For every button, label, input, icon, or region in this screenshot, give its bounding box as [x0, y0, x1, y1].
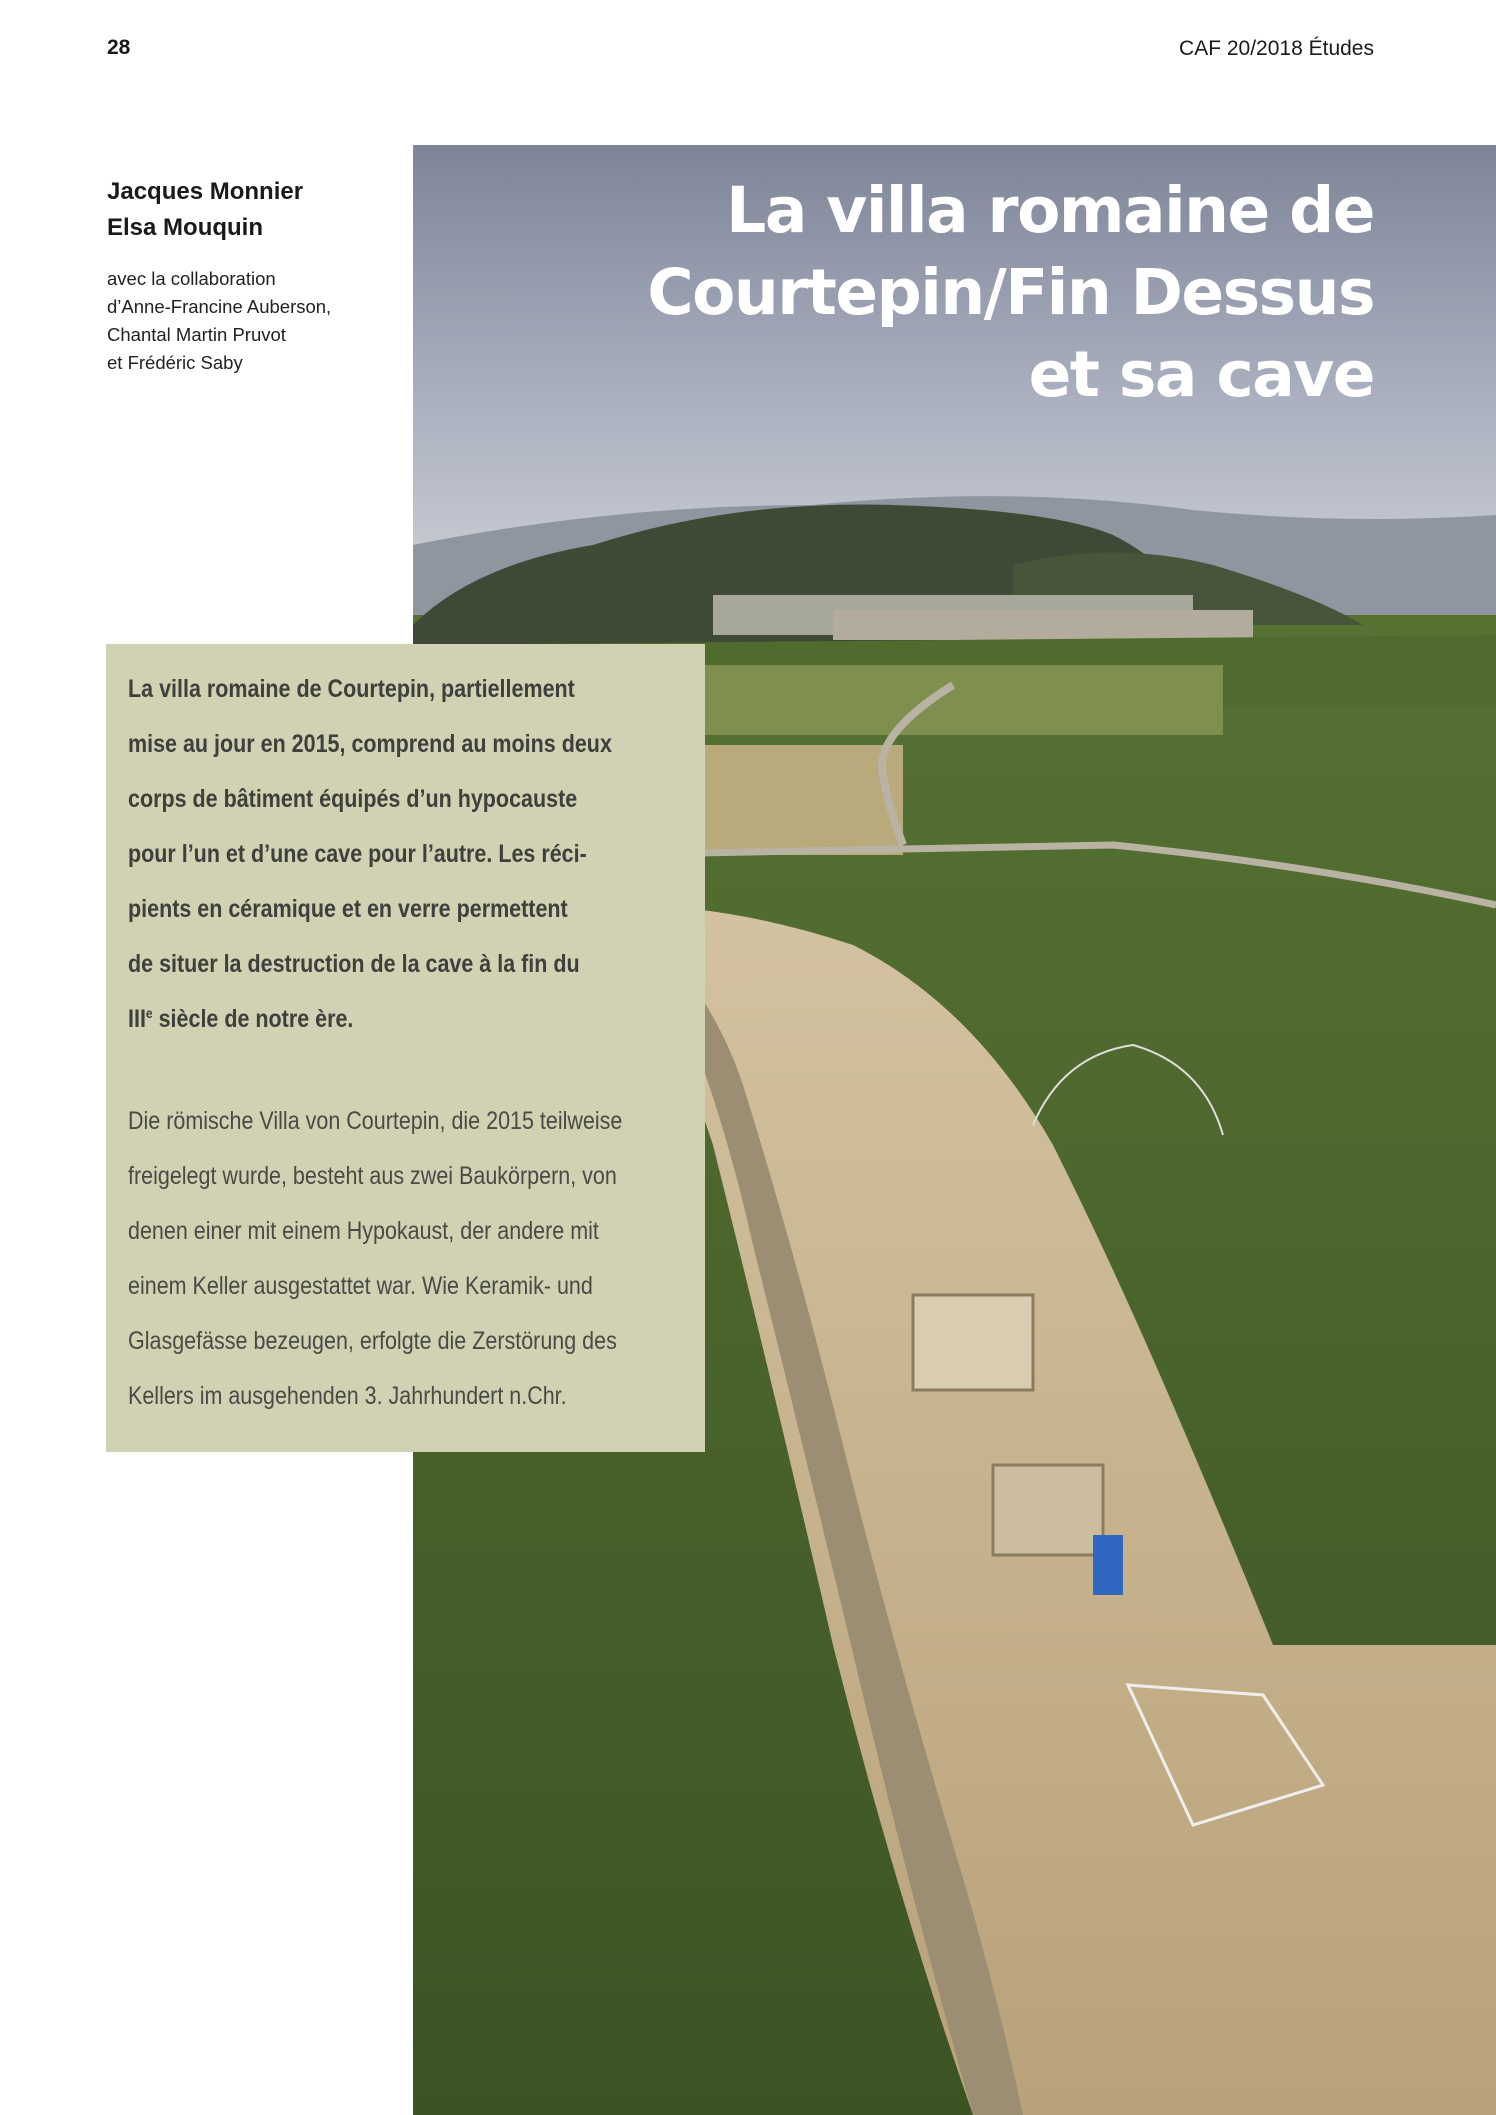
collaboration-line: avec la collaboration — [107, 268, 276, 289]
abstract-line: denen einer mit einem Hypokaust, der andere mit — [128, 1217, 599, 1245]
abstract-line: pients en céramique et en verre permettent — [128, 895, 568, 923]
author-block — [107, 174, 397, 377]
abstract-line: Glasgefässe bezeugen, erfolgte die Zerstörung des — [128, 1327, 617, 1355]
abstract-line: einem Keller ausgestattet war. Wie Keramik- und — [128, 1272, 593, 1300]
running-head: CAF 20/2018 Études — [1179, 37, 1374, 60]
abstract-line: pour l’un et d’une cave pour l’autre. Les réci- — [128, 840, 587, 868]
abstract-line: de situer la destruction de la cave à la fin du — [128, 950, 580, 978]
abstract-french — [128, 662, 610, 1047]
abstract-line: Kellers im ausgehenden 3. Jahrhundert n.Chr. — [128, 1382, 567, 1410]
century-numeral: III — [128, 1005, 146, 1033]
abstract-line: freigelegt wurde, besteht aus zwei Baukörpern, von — [128, 1162, 617, 1190]
abstract-line: Die römische Villa von Courtepin, die 2015 teilweise — [128, 1107, 623, 1135]
abstract-line-end: siècle de notre ère. — [152, 1005, 354, 1033]
title-line: et sa cave — [1028, 338, 1374, 411]
title-line: Courtepin/Fin Dessus — [647, 256, 1374, 329]
abstract-line: La villa romaine de Courtepin, partiellement — [128, 675, 575, 703]
article-title — [647, 170, 1374, 416]
abstract-line: mise au jour en 2015, comprend au moins deux — [128, 730, 612, 758]
collaboration-note — [107, 265, 397, 377]
collaboration-line: et Frédéric Saby — [107, 352, 243, 373]
page-number: 28 — [107, 36, 131, 59]
collaboration-line: d’Anne-Francine Auberson, — [107, 296, 332, 317]
abstract-german — [128, 1094, 623, 1424]
century-superscript: e — [145, 1005, 153, 1021]
author-name: Elsa Mouquin — [107, 214, 263, 241]
collaboration-line: Chantal Martin Pruvot — [107, 324, 286, 345]
author-name: Jacques Monnier — [107, 178, 304, 205]
abstract-box — [106, 644, 705, 1452]
title-line: La villa romaine de — [726, 174, 1374, 247]
abstract-line: corps de bâtiment équipés d’un hypocauste — [128, 785, 578, 813]
abstract-line — [128, 992, 610, 1047]
